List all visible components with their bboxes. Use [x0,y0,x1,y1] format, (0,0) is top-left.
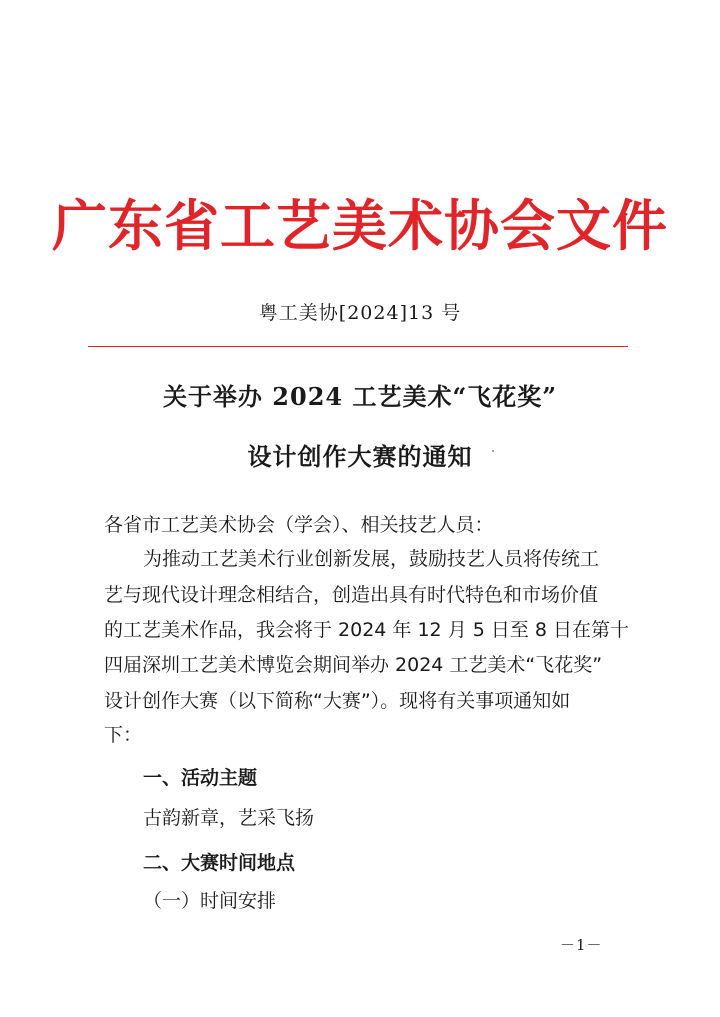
red-divider-line [88,346,628,347]
paragraph-line: 艺与现代设计理念相结合，创造出具有时代特色和市场价值 [104,584,599,606]
document-number: 粤工美协[2024]13 号 [258,302,462,324]
page-number: －1－ [560,936,603,954]
section-1-heading: 一、活动主题 [143,767,258,789]
salutation: 各省市工艺美术协会（学会）、相关技艺人员： [104,514,494,536]
paragraph-line: 设计创作大赛（以下简称“大赛”）。现将有关事项通知如 [104,690,571,712]
scan-speck [492,450,494,452]
notice-title-line-1: 关于举办 2024 工艺美术“飞花奖” [162,382,558,411]
notice-title-line-2: 设计创作大赛的通知 [247,442,473,471]
section-2-heading: 二、大赛时间地点 [143,852,296,874]
org-header-title: 广东省工艺美术协会文件 [51,193,668,258]
paragraph-line: 为推动工艺美术行业创新发展，鼓励技艺人员将传统工 [143,548,600,570]
paragraph-line: 的工艺美术作品，我会将于 2024 年 12 月 5 日至 8 日在第十 [104,619,630,641]
paragraph-line: 下： [104,724,143,746]
paragraph-line: 四届深圳工艺美术博览会期间举办 2024 工艺美术“飞花奖” [104,654,603,676]
section-1-content: 古韵新章，艺采飞扬 [143,807,315,829]
section-2-subheading: （一）时间安排 [143,890,277,912]
